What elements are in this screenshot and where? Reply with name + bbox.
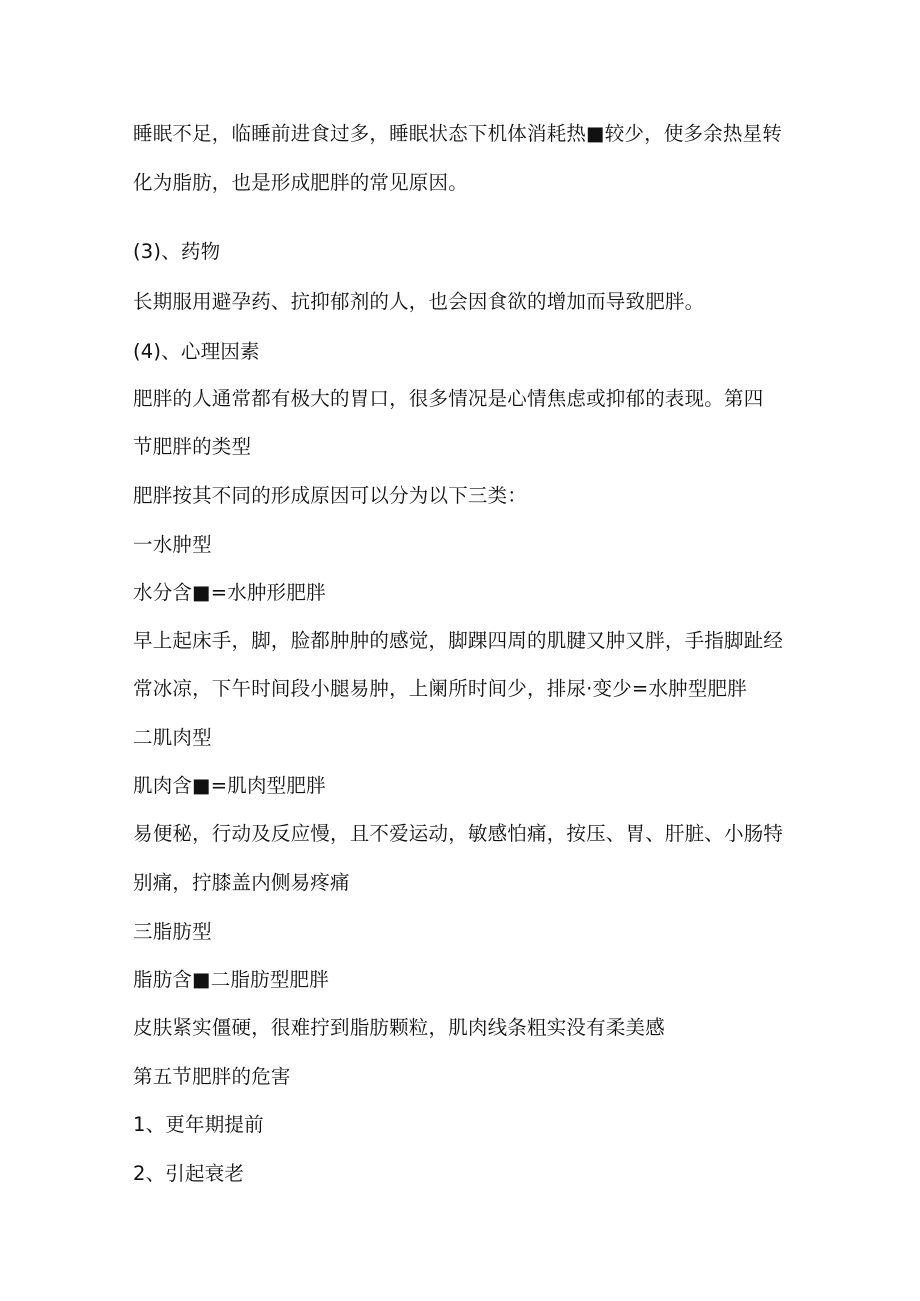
- paragraph-line: 早上起床手，脚，脸都肿肿的感觉，脚踝四周的肌腱又肿又胖，手指脚趾经: [133, 629, 784, 652]
- paragraph-line: 睡眠不足，临睡前进食过多，睡眠状态下机体消耗热■较少，使多余热星转: [133, 122, 783, 145]
- paragraph-line: 水分含■=水肿形肥胖: [133, 581, 326, 604]
- paragraph-line: 长期服用避孕药、抗抑郁剂的人，也会因食欲的增加而导致肥胖。: [133, 290, 705, 313]
- section-heading: (4)、心理因素: [133, 340, 260, 363]
- paragraph-line: 节肥胖的类型: [133, 435, 252, 458]
- paragraph-line: 肥胖的人通常都有极大的胃口，很多情况是心情焦虑或抑郁的表现。第四: [133, 387, 764, 410]
- paragraph-line: 别痛，拧膝盖内侧易疼痛: [133, 871, 350, 894]
- paragraph-line: 化为脂肪，也是形成肥胖的常见原因。: [133, 171, 468, 194]
- paragraph-line: 皮肤紧实僵硬，很难拧到脂肪颗粒，肌肉线条粗实没有柔美感: [133, 1016, 665, 1039]
- paragraph-line: 脂肪含■二脂肪型肥胖: [133, 968, 329, 991]
- paragraph-line: 常冰凉，下午时间段小腿易肿，上阑所时间少，排尿·变少=水肿型肥胖: [133, 677, 747, 700]
- section-heading: 第五节肥胖的危害: [133, 1065, 291, 1088]
- section-heading: (3)、药物: [133, 240, 221, 263]
- subsection-heading: 一水肿型: [133, 533, 212, 556]
- subsection-heading: 三脂肪型: [133, 920, 212, 943]
- paragraph-line: 肥胖按其不同的形成原因可以分为以下三类：: [133, 484, 528, 507]
- list-item: 2、引起衰老: [133, 1162, 245, 1185]
- paragraph-line: 肌肉含■=肌肉型肥胖: [133, 774, 326, 797]
- list-item: 1、更年期提前: [133, 1113, 264, 1136]
- subsection-heading: 二肌肉型: [133, 726, 212, 749]
- paragraph-line: 易便秘，行动及反应慢，且不爱运动，敏感怕痛，按压、胃、肝脏、小肠特: [133, 822, 784, 845]
